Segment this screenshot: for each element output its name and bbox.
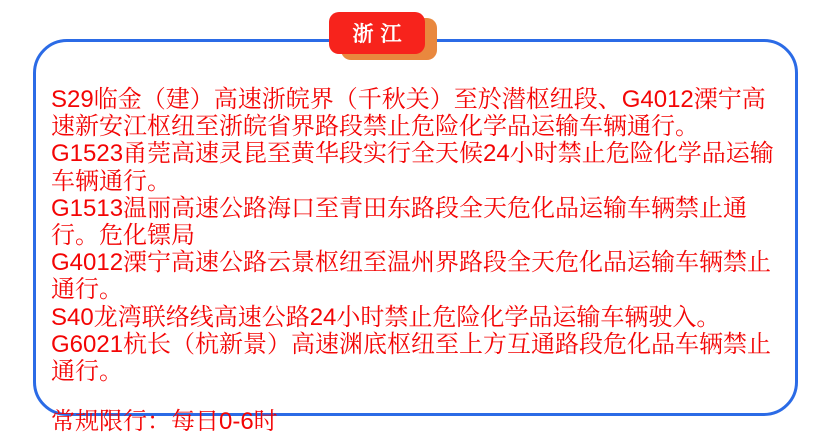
notice-frame <box>33 39 798 436</box>
restriction-item: G1523甬莞高速灵昆至黄华段实行全天候24小时禁止危险化学品运输车辆通行。 <box>51 140 774 195</box>
regular-restriction-note: 常规限行：每日0-6时 <box>51 408 278 436</box>
province-badge <box>329 12 439 60</box>
province-name: 浙江 <box>352 23 409 46</box>
badge-label-box <box>329 12 425 54</box>
restriction-item: G4012溧宁高速公路云景枢纽至温州界路段全天危化品运输车辆禁止通行。 <box>51 249 772 304</box>
notice-content <box>36 42 795 436</box>
restriction-item: G6021杭长（杭新景）高速渊底枢纽至上方互通路段危化品车辆禁止通行。 <box>51 330 772 386</box>
restriction-item: S40龙湾联络线高速公路24小时禁止危险化学品运输车辆驶入。 <box>51 303 721 331</box>
restriction-item: S29临金（建）高速浙皖界（千秋关）至於潜枢纽段、G4012溧宁高速新安江枢纽至浙皖省界路段禁止危险化学品运输车辆通行。 <box>51 86 766 141</box>
restriction-item: G1513温丽高速公路海口至青田东路段全天危化品运输车辆禁止通行。危化镖局 <box>51 194 748 250</box>
